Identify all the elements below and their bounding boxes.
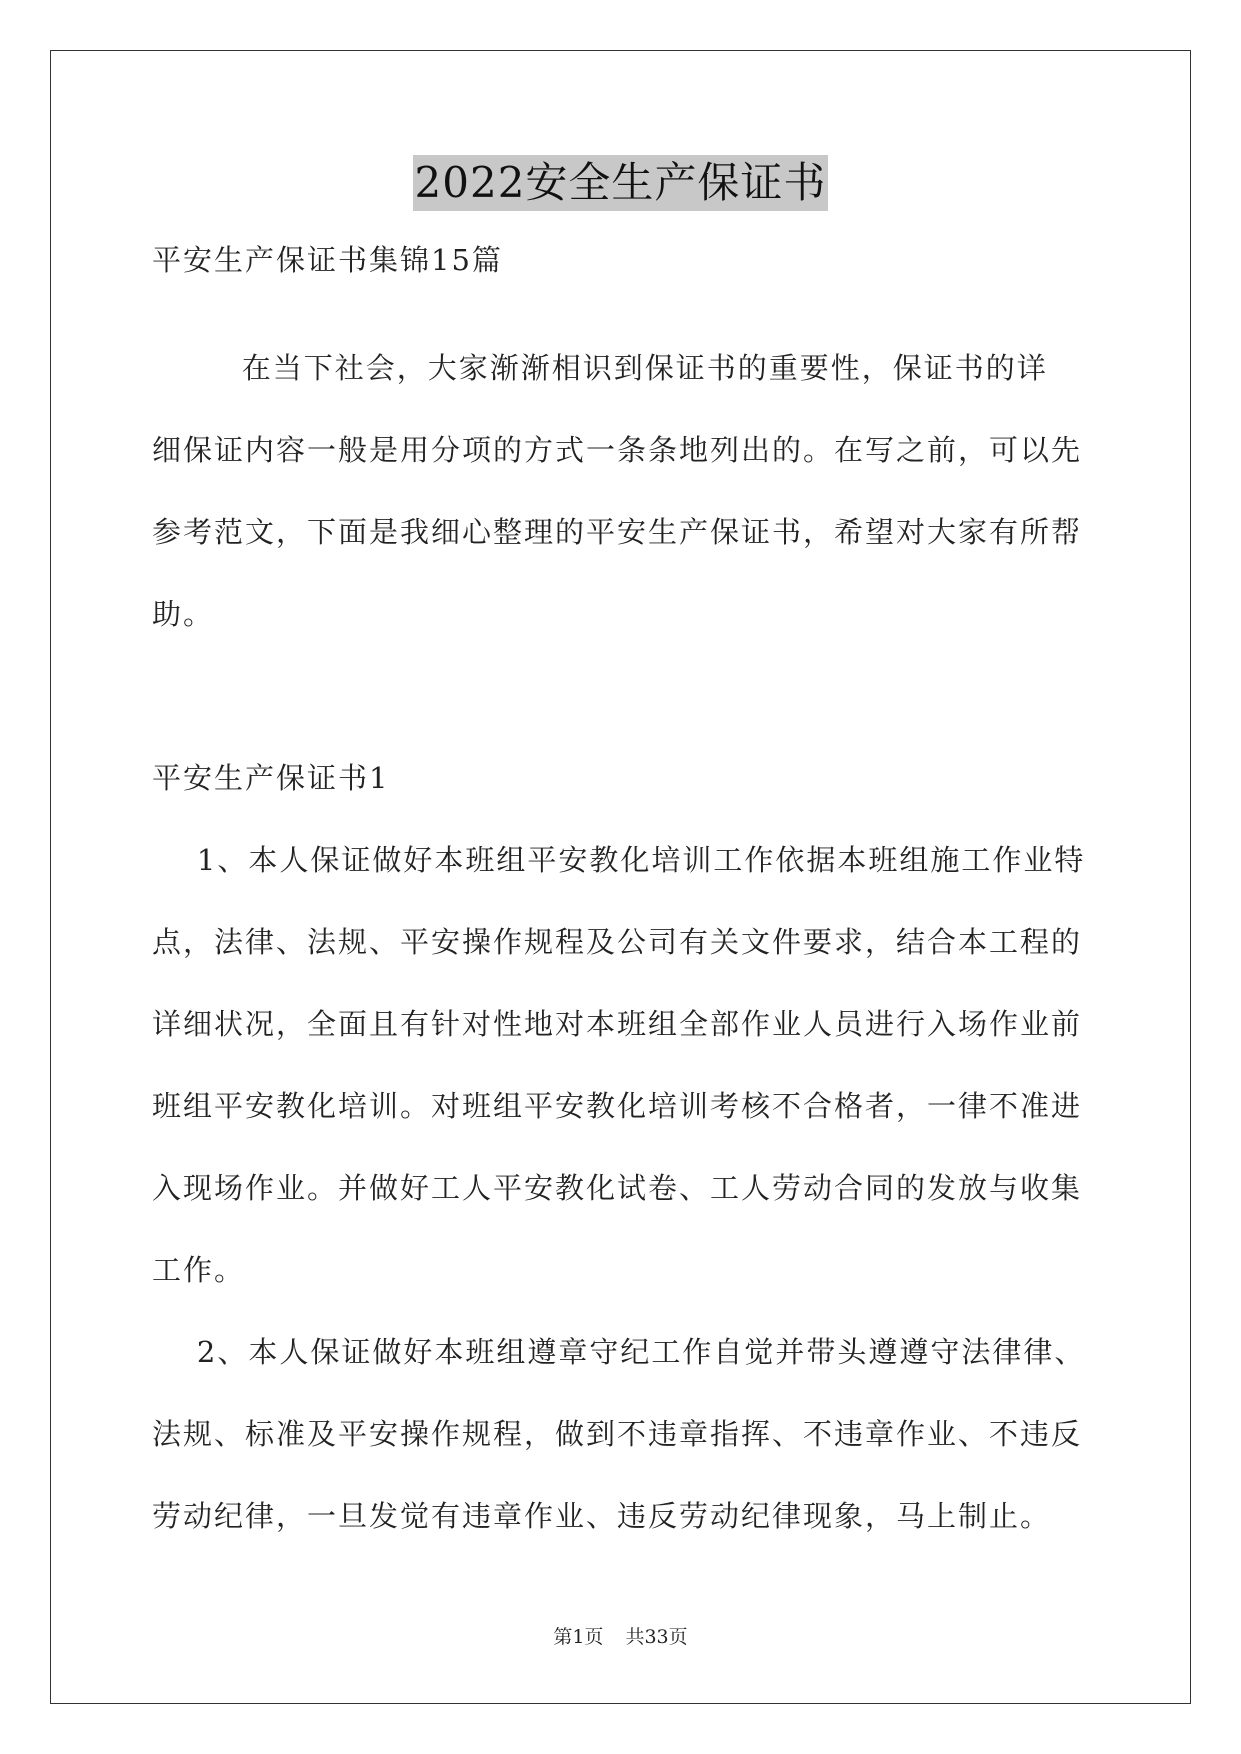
subtitle-line: 平安生产保证书集锦15篇 — [152, 243, 503, 277]
body-line: 入现场作业。并做好工人平安教化试卷、工人劳动合同的发放与收集 — [152, 1171, 1083, 1205]
body-line: 参考范文，下面是我细心整理的平安生产保证书，希望对大家有所帮 — [152, 515, 1083, 549]
body-line: 点，法律、法规、平安操作规程及公司有关文件要求，结合本工程的 — [152, 925, 1083, 959]
body-line: 劳动纪律，一旦发觉有违章作业、违反劳动纪律现象，马上制止。 — [152, 1499, 1052, 1533]
body-line: 细保证内容一般是用分项的方式一条条地列出的。在写之前，可以先 — [152, 433, 1083, 467]
page-footer — [0, 1622, 1241, 1649]
body-line: 工作。 — [152, 1253, 246, 1287]
section-heading: 平安生产保证书1 — [152, 761, 390, 795]
body-line: 在当下社会，大家渐渐相识到保证书的重要性，保证书的详 — [152, 351, 1048, 385]
body-line: 2、本人保证做好本班组遵章守纪工作自觉并带头遵遵守法律律、 — [152, 1335, 1086, 1369]
body-line: 法规、标准及平安操作规程，做到不违章指挥、不违章作业、不违反 — [152, 1417, 1083, 1451]
document-title: 2022安全生产保证书 — [413, 155, 829, 211]
page-total: 共33页 — [625, 1626, 688, 1648]
body-line: 1、本人保证做好本班组平安教化培训工作依据本班组施工作业特 — [152, 843, 1086, 877]
page-number: 第1页 — [553, 1626, 604, 1648]
title-wrap — [0, 155, 1241, 211]
body-line: 班组平安教化培训。对班组平安教化培训考核不合格者，一律不准进 — [152, 1089, 1083, 1123]
body-line: 详细状况，全面且有针对性地对本班组全部作业人员进行入场作业前 — [152, 1007, 1083, 1041]
body-line: 助。 — [152, 597, 215, 631]
